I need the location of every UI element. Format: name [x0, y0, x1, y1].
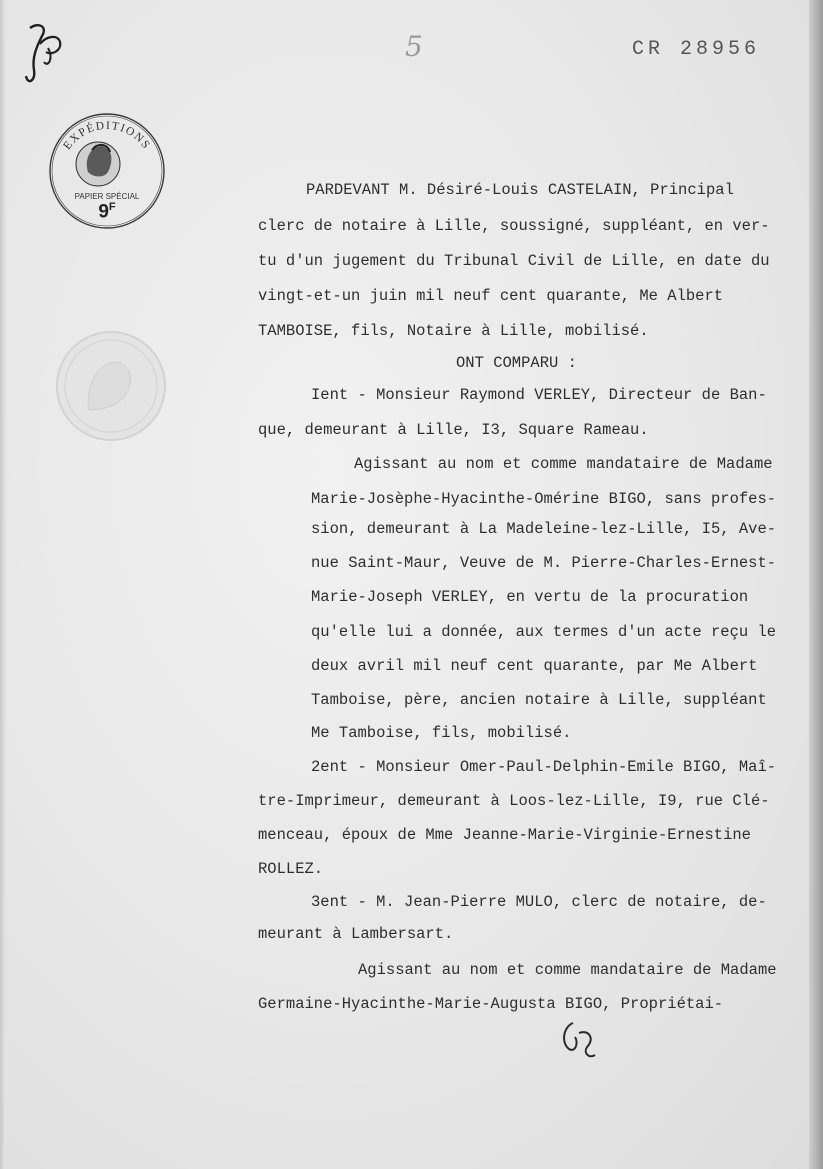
text-line: deux avril mil neuf cent quarante, par Me Albert — [311, 657, 758, 675]
initials-signature-icon — [555, 1015, 605, 1065]
paraph-signature-icon — [18, 18, 68, 88]
stamp-price-value: 9 — [98, 201, 109, 223]
text-line: Germaine-Hyacinthe-Marie-Augusta BIGO, Propriétai- — [258, 995, 724, 1013]
document-reference: CR 28956 — [632, 38, 761, 61]
embossed-seal-icon — [55, 330, 167, 442]
page-left-edge — [0, 0, 6, 1169]
stamp-price — [48, 201, 166, 223]
text-line: Tamboise, père, ancien notaire à Lille, suppléant — [311, 691, 767, 709]
text-line: TAMBOISE, fils, Notaire à Lille, mobilisé. — [258, 322, 649, 340]
text-line: Agissant au nom et comme mandataire de Madame — [354, 455, 773, 473]
text-line: que, demeurant à Lille, I3, Square Rameau. — [258, 421, 649, 439]
text-line: Marie-Josèphe-Hyacinthe-Omérine BIGO, sans profes- — [311, 490, 777, 508]
text-line: 3ent - M. Jean-Pierre MULO, clerc de notaire, de- — [311, 893, 767, 911]
stamp-ring-text: EXPÉDITIONS — [61, 119, 153, 153]
text-line: clerc de notaire à Lille, soussigné, suppléant, en ver- — [258, 217, 770, 235]
text-line: PARDEVANT M. Désiré-Louis CASTELAIN, Principal — [306, 181, 734, 199]
section-heading: ONT COMPARU : — [456, 354, 577, 372]
text-line: vingt-et-un juin mil neuf cent quarante, Me Albert — [258, 287, 724, 305]
text-line: Agissant au nom et comme mandataire de Madame — [358, 961, 777, 979]
stamp-paper-label: PAPIER SPÉCIAL — [74, 192, 140, 201]
text-line: ROLLEZ. — [258, 860, 324, 878]
text-line: nue Saint-Maur, Veuve de M. Pierre-Charles-Ernest- — [311, 554, 777, 572]
page-right-edge — [809, 0, 823, 1169]
text-line: Ient - Monsieur Raymond VERLEY, Directeur de Ban- — [311, 386, 767, 404]
text-line: 2ent - Monsieur Omer-Paul-Delphin-Emile BIGO, Maî- — [311, 758, 777, 776]
text-line: qu'elle lui a donnée, aux termes d'un acte reçu le — [311, 623, 777, 641]
text-line: Me Tamboise, fils, mobilisé. — [311, 724, 572, 742]
stamp-price-unit: F — [108, 201, 116, 213]
text-line: sion, demeurant à La Madeleine-lez-Lille, I5, Ave- — [311, 520, 777, 538]
text-line: tu d'un jugement du Tribunal Civil de Lille, en date du — [258, 252, 770, 270]
text-line: meurant à Lambersart. — [258, 925, 454, 943]
text-line: Marie-Joseph VERLEY, en vertu de la procuration — [311, 588, 749, 606]
text-line: tre-Imprimeur, demeurant à Loos-lez-Lille, I9, rue Clé- — [258, 792, 770, 810]
folio-number: 5 — [405, 30, 423, 63]
text-line: menceau, époux de Mme Jeanne-Marie-Virginie-Ernestine — [258, 826, 751, 844]
